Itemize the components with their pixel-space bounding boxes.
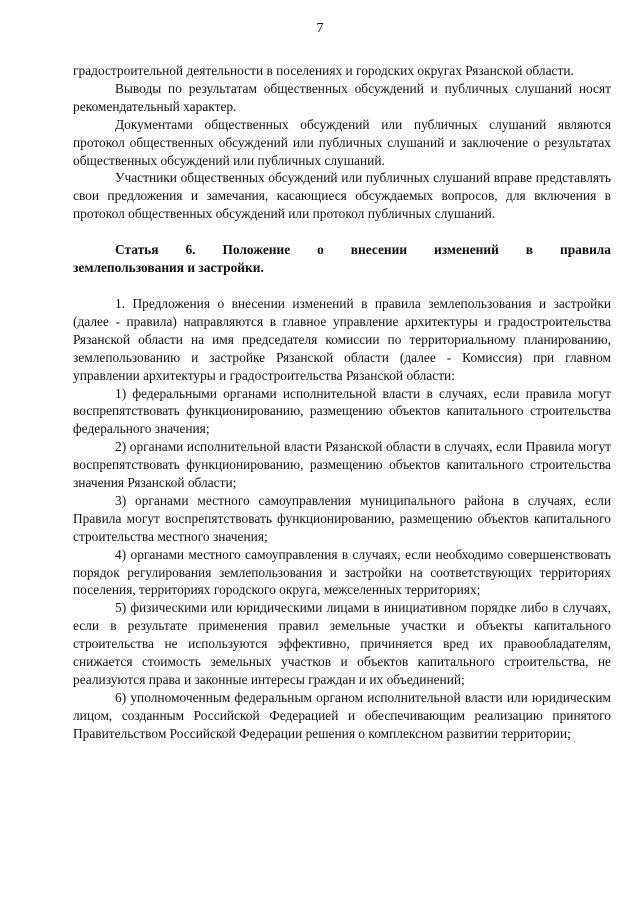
page-number: 7 xyxy=(316,21,324,36)
list-item-5: 5) физическими или юридическими лицами в инициативном порядке либо в случаях, если в результате применения правил земельные участки и объекты капитального строительства не используются эффективно, причиняется вред их правообладателям, снижается стоимость земельных участков и объектов капитального строительства, не реализуются права и законные интересы граждан и их объединений; xyxy=(73,600,611,687)
article-heading-line2: землепользования и застройки. xyxy=(73,260,264,276)
list-item-2: 2) органами исполнительной власти Рязанской области в случаях, если Правила могут воспрепятствовать функционированию, размещению объектов капитального строительства значения Рязанской области; xyxy=(73,439,611,491)
list-item-4: 4) органами местного самоуправления в случаях, если необходимо совершенствовать порядок регулирования землепользования и застройки на соответствующих территориях поселения, территориях городского округа, межселенных территориях; xyxy=(73,546,611,598)
paragraph-proposals: 1. Предложения о внесении изменений в правила землепользования и застройки (далее - правила) направляются в главное управление архитектуры и градостроительства Рязанской области на имя председателя комиссии по территориальному планированию, землепользованию и застройке Рязанской области (далее - Комиссия) при главном управлении архитектуры и градостроительства Рязанской области: xyxy=(73,295,611,383)
article-heading-line1: Статья 6. Положение о внесении изменений в правила xyxy=(115,242,611,258)
paragraph-conclusions: Выводы по результатам общественных обсуждений и публичных слушаний носят рекомендательный характер. xyxy=(73,80,611,114)
list-item-6: 6) уполномоченным федеральным органом исполнительной власти или юридическим лицом, созданным Российской Федерацией и обеспечивающим реализацию принятого Правительством Российской Федерации решения о комплексном развитии территории; xyxy=(73,689,611,741)
paragraph-participants: Участники общественных обсуждений или публичных слушаний вправе представлять свои предложения и замечания, касающиеся обсуждаемых вопросов, для включения в протокол общественных обсуждений или протокол публичных слушаний. xyxy=(73,170,611,222)
article-heading xyxy=(73,241,611,277)
paragraph-continuation: градостроительной деятельности в поселениях и городских округах Рязанской области. xyxy=(73,63,574,78)
paragraph-documents: Документами общественных обсуждений или публичных слушаний являются протокол общественных обсуждений или публичных слушаний и заключение о результатах общественных обсуждений или публичных слушаний. xyxy=(73,116,611,168)
list-item-1: 1) федеральными органами исполнительной власти в случаях, если правила могут воспрепятствовать функционированию, размещению объектов капитального строительства федерального значения; xyxy=(73,385,611,437)
document-body xyxy=(73,62,611,743)
list-item-3: 3) органами местного самоуправления муниципального района в случаях, если Правила могут воспрепятствовать функционированию, размещению объектов капитального строительства местного значения; xyxy=(73,492,611,544)
